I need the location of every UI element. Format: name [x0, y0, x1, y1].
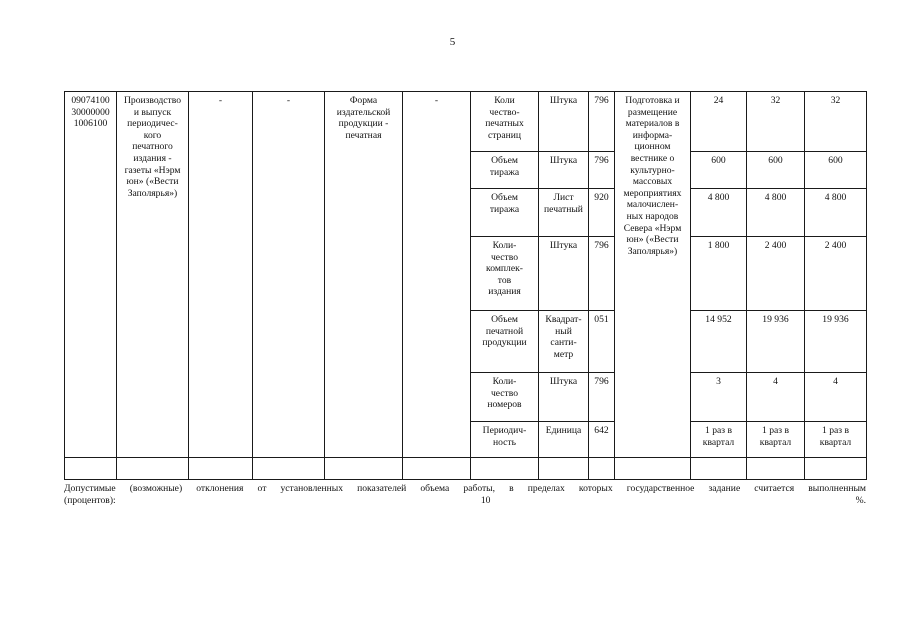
indicator-cell: Объем тиража [471, 152, 539, 189]
unit-cell: Штука [539, 152, 589, 189]
okei-cell: 796 [589, 237, 615, 311]
value-cell-year1: 600 [691, 152, 747, 189]
service-name-cell: Производство и выпуск периодичес- кого печатного издания - газеты «Нэрм юн» («Вести Заполярья») [117, 92, 189, 458]
empty-table-row [65, 458, 867, 480]
unit-cell: Единица [539, 422, 589, 458]
empty-cell [615, 458, 691, 480]
value-cell-year1: 14 952 [691, 311, 747, 373]
value-cell-year1: 3 [691, 373, 747, 422]
value-cell-year1: 1 раз в квартал [691, 422, 747, 458]
dash-cell-1: - [189, 92, 253, 458]
value-cell-year3: 4 800 [805, 189, 867, 237]
dash-cell-2: - [253, 92, 325, 458]
footnote-line-2: (процентов): 10 %. [64, 495, 866, 506]
value-cell-year1: 1 800 [691, 237, 747, 311]
empty-cell [189, 458, 253, 480]
okei-cell: 796 [589, 373, 615, 422]
unit-cell: Штука [539, 237, 589, 311]
value-cell-year2: 1 раз в квартал [747, 422, 805, 458]
deviation-footnote [64, 483, 866, 519]
footnote-line-1: Допустимые (возможные) отклонения от установленных показателей объема работы, в пределах которых государственное задание считается выполненным [64, 483, 866, 494]
description-cell: Подготовка и размещение материалов в информа- ционном вестнике о культурно- массовых мероприятиях малочислен- ных народов Севера «Нэрм юн» («Вести Заполярья») [615, 92, 691, 458]
value-cell-year2: 32 [747, 92, 805, 152]
okei-cell: 796 [589, 152, 615, 189]
okei-cell: 920 [589, 189, 615, 237]
empty-cell [747, 458, 805, 480]
value-cell-year2: 2 400 [747, 237, 805, 311]
value-cell-year3: 2 400 [805, 237, 867, 311]
okei-cell: 642 [589, 422, 615, 458]
empty-cell [691, 458, 747, 480]
empty-cell [589, 458, 615, 480]
value-cell-year1: 24 [691, 92, 747, 152]
value-cell-year3: 600 [805, 152, 867, 189]
state-assignment-table [64, 91, 867, 480]
empty-cell [805, 458, 867, 480]
okei-cell: 796 [589, 92, 615, 152]
value-cell-year2: 4 [747, 373, 805, 422]
form-cell: Форма издательской продукции - печатная [325, 92, 403, 458]
indicator-cell: Коли- чество номеров [471, 373, 539, 422]
empty-cell [325, 458, 403, 480]
indicator-cell: Объем тиража [471, 189, 539, 237]
value-cell-year1: 4 800 [691, 189, 747, 237]
empty-cell [65, 458, 117, 480]
indicator-cell: Периодич- ность [471, 422, 539, 458]
unit-cell: Штука [539, 373, 589, 422]
empty-cell [117, 458, 189, 480]
value-cell-year2: 19 936 [747, 311, 805, 373]
value-cell-year3: 19 936 [805, 311, 867, 373]
value-cell-year3: 4 [805, 373, 867, 422]
indicator-cell: Коли чество- печатных страниц [471, 92, 539, 152]
empty-cell [253, 458, 325, 480]
page-number: 5 [449, 36, 456, 48]
unit-cell: Лист печатный [539, 189, 589, 237]
value-cell-year3: 1 раз в квартал [805, 422, 867, 458]
value-cell-year3: 32 [805, 92, 867, 152]
dash-cell-3: - [403, 92, 471, 458]
empty-cell [403, 458, 471, 480]
indicator-cell: Коли- чество комплек- тов издания [471, 237, 539, 311]
okei-cell: 051 [589, 311, 615, 373]
value-cell-year2: 4 800 [747, 189, 805, 237]
unit-cell: Штука [539, 92, 589, 152]
value-cell-year2: 600 [747, 152, 805, 189]
indicator-cell: Объем печатной продукции [471, 311, 539, 373]
empty-cell [539, 458, 589, 480]
unit-cell: Квадрат- ный санти- метр [539, 311, 589, 373]
registry-code-cell: 09074100 30000000 1006100 [65, 92, 117, 458]
empty-cell [471, 458, 539, 480]
